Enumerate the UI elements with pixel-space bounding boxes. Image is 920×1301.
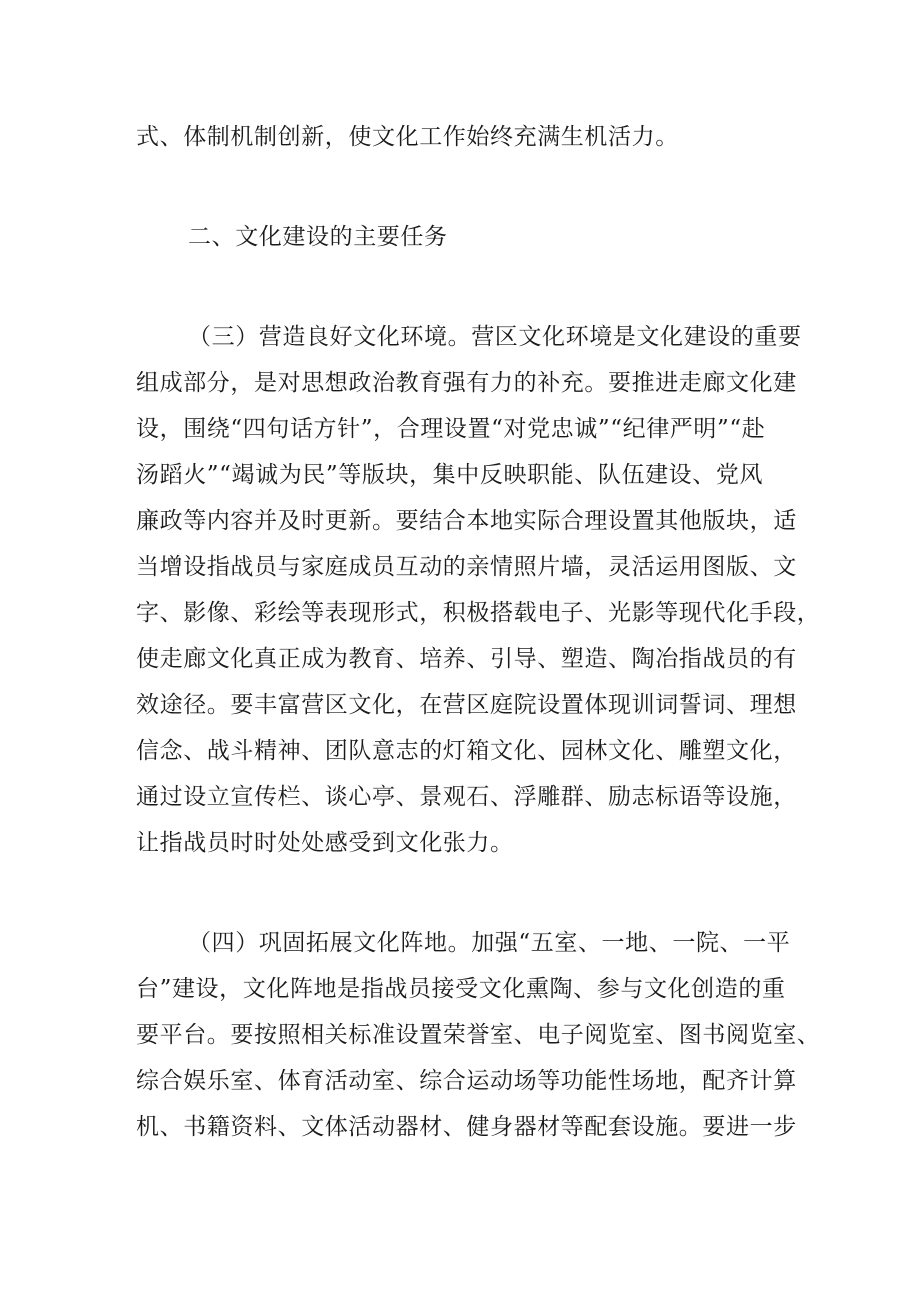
paragraph-line: 当增设指战员与家庭成员互动的亲情照片墙，灵活运用图版、文 [136,554,797,580]
paragraph-line: 效途径。要丰富营区文化，在营区庭院设置体现训词誓词、理想 [136,692,797,718]
paragraph-line: 要平台。要按照相关标准设置荣誉室、电子阅览室、图书阅览室、 [136,1022,821,1048]
paragraph-line: 让指战员时时处处感受到文化张力。 [136,830,514,856]
paragraph-line: 使走廊文化真正成为教育、培养、引导、塑造、陶冶指战员的有 [136,646,797,672]
paragraph-line: 台”建设，文化阵地是指战员接受文化熏陶、参与文化创造的重 [136,976,786,1002]
paragraph-line: 信念、战斗精神、团队意志的灯箱文化、园林文化、雕塑文化， [136,738,797,764]
paragraph-line: （三）营造良好文化环境。营区文化环境是文化建设的重要 [188,324,802,350]
paragraph-gap [136,260,796,314]
paragraph-gap [136,160,796,214]
paragraph-gap [136,866,796,920]
paragraph-3 [136,314,821,866]
paragraph-line: 通过设立宣传栏、谈心亭、景观石、浮雕群、励志标语等设施， [136,784,797,810]
paragraph-line: （四）巩固拓展文化阵地。加强“五室、一地、一院、一平 [188,930,791,956]
paragraph-line: 汤蹈火”“竭诚为民”等版块，集中反映职能、队伍建设、党风 [136,462,764,488]
section-heading: 二、文化建设的主要任务 [188,224,448,250]
paragraph-line: 廉政等内容并及时更新。要结合本地实际合理设置其他版块，适 [136,508,797,534]
paragraph-4 [136,920,821,1150]
paragraph-line: 综合娱乐室、体育活动室、综合运动场等功能性场地，配齐计算 [136,1068,797,1094]
document-body [136,114,821,1150]
continuation-line: 式、体制机制创新，使文化工作始终充满生机活力。 [136,124,679,150]
paragraph-line: 机、书籍资料、文体活动器材、健身器材等配套设施。要进一步 [136,1114,797,1140]
paragraph-line: 字、影像、彩绘等表现形式，积极搭载电子、光影等现代化手段， [136,600,821,626]
paragraph-line: 组成部分，是对思想政治教育强有力的补充。要推进走廊文化建 [136,370,797,396]
paragraph-line: 设，围绕“四句话方针”，合理设置“对党忠诚”“纪律严明”“赴 [136,416,766,442]
